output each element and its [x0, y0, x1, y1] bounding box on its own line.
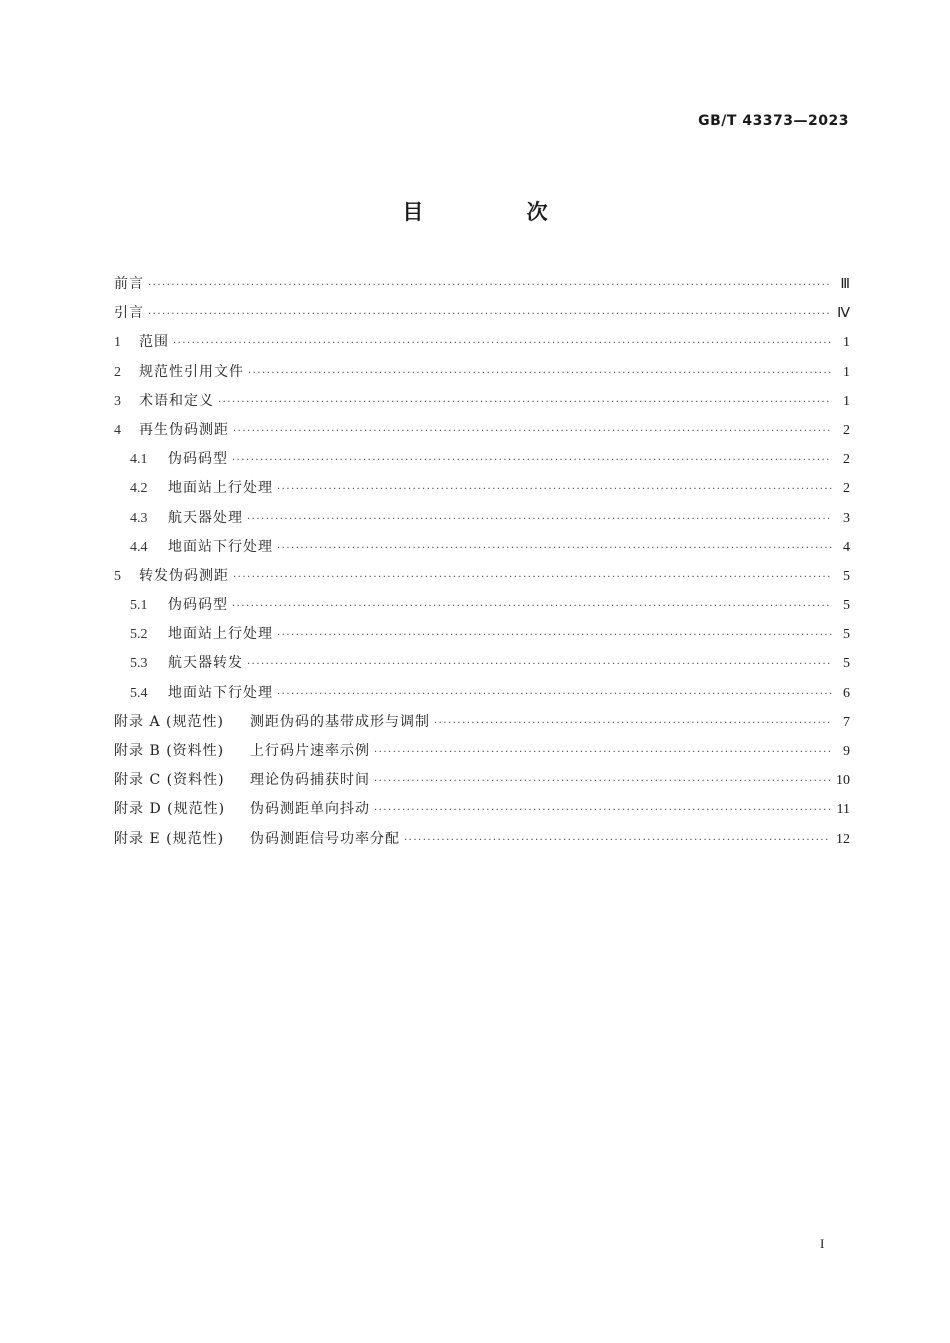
- toc-entry-number: 5.1: [130, 598, 148, 614]
- toc-dot-leader: [404, 826, 830, 855]
- toc-entry-label: 地面站上行处理: [168, 480, 273, 497]
- toc-entry[interactable]: [114, 649, 850, 678]
- standard-code: GB/T 43373—2023: [698, 113, 849, 129]
- toc-appendix-label: 附录 C (资料性): [114, 772, 225, 789]
- toc-entry[interactable]: [114, 504, 850, 533]
- toc-entry-number: 1: [114, 335, 121, 351]
- toc-entry-number: 5.4: [130, 685, 148, 701]
- toc-page-number: 3: [843, 510, 850, 526]
- toc-entry[interactable]: [114, 562, 850, 591]
- toc-page-number: 5: [843, 627, 850, 643]
- toc-entry-number: 4.3: [130, 510, 148, 526]
- toc-page-number: 2: [843, 452, 850, 468]
- toc-entry[interactable]: [114, 416, 850, 445]
- toc-title: 目 次: [402, 200, 596, 224]
- toc-entry[interactable]: [114, 825, 850, 854]
- toc-dot-leader: [218, 388, 832, 417]
- toc-entry-label: 再生伪码测距: [139, 421, 229, 438]
- toc-entry[interactable]: [114, 620, 850, 649]
- toc-entry-label: 地面站下行处理: [168, 538, 273, 555]
- toc-dot-leader: [232, 592, 832, 621]
- toc-entry[interactable]: [114, 445, 850, 474]
- toc-dot-leader: [232, 446, 832, 475]
- toc-entry[interactable]: [114, 270, 850, 299]
- toc-entry[interactable]: [114, 387, 850, 416]
- toc-page-number: Ⅳ: [837, 306, 850, 322]
- toc-entry-number: 5.2: [130, 627, 148, 643]
- toc-page-number: Ⅲ: [840, 277, 850, 292]
- toc-entry-number: 4: [114, 422, 121, 438]
- toc-entry-number: 4.2: [130, 481, 148, 497]
- toc-page-number: 12: [836, 831, 850, 847]
- toc-dot-leader: [374, 767, 830, 796]
- toc-entry-label: 地面站下行处理: [168, 684, 273, 701]
- toc-dot-leader: [374, 796, 831, 825]
- toc-entry-label: 测距伪码的基带成形与调制: [250, 713, 430, 730]
- toc-page-number: 5: [843, 598, 850, 614]
- toc-page-number: 4: [843, 539, 850, 555]
- toc-appendix-label: 附录 D (规范性): [114, 801, 226, 818]
- toc-entry-label: 转发伪码测距: [139, 567, 229, 584]
- toc-dot-leader: [277, 680, 832, 709]
- toc-entry[interactable]: [114, 358, 850, 387]
- toc-entry-label: 范围: [139, 334, 169, 351]
- toc-dot-leader: [148, 271, 832, 300]
- toc-entry[interactable]: [114, 591, 850, 620]
- toc-entry-label: 规范性引用文件: [139, 363, 244, 380]
- table-of-contents: [114, 270, 850, 854]
- toc-dot-leader: [247, 650, 832, 679]
- toc-dot-leader: [173, 329, 832, 358]
- toc-entry[interactable]: [114, 328, 850, 357]
- page-folio: I: [820, 1236, 825, 1251]
- toc-entry-number: 4.1: [130, 452, 148, 468]
- toc-page-number: 2: [843, 481, 850, 497]
- toc-appendix-label: 附录 B (资料性): [114, 743, 225, 759]
- toc-entry-label: 术语和定义: [139, 392, 214, 409]
- toc-entry-label: 航天器转发: [168, 655, 243, 672]
- toc-page-number: 7: [843, 714, 850, 730]
- toc-appendix-label: 附录 A (规范性): [114, 713, 224, 730]
- toc-entry-number: 5.3: [130, 656, 148, 672]
- toc-entry[interactable]: [114, 299, 850, 328]
- toc-entry-label: 引言: [114, 305, 144, 322]
- toc-entry[interactable]: [114, 737, 850, 766]
- toc-entry-label: 理论伪码捕获时间: [250, 772, 370, 789]
- toc-entry[interactable]: [114, 679, 850, 708]
- toc-entry[interactable]: [114, 766, 850, 795]
- toc-page-number: 6: [843, 685, 850, 701]
- toc-entry[interactable]: [114, 533, 850, 562]
- toc-entry[interactable]: [114, 795, 850, 824]
- toc-entry-number: 3: [114, 393, 121, 409]
- toc-appendix-label: 附录 E (规范性): [114, 830, 225, 847]
- toc-dot-leader: [248, 359, 832, 388]
- toc-dot-leader: [434, 709, 832, 738]
- toc-dot-leader: [277, 534, 832, 563]
- toc-page-number: 11: [836, 802, 850, 818]
- toc-entry-label: 前言: [114, 276, 144, 292]
- toc-entry-label: 伪码测距单向抖动: [250, 801, 370, 818]
- toc-page-number: 1: [843, 393, 850, 409]
- toc-dot-leader: [374, 738, 832, 767]
- toc-entry-number: 5: [114, 568, 121, 584]
- toc-page-number: 5: [843, 656, 850, 672]
- toc-entry-number: 2: [114, 364, 121, 380]
- toc-page-number: 5: [843, 568, 850, 584]
- toc-entry-number: 4.4: [130, 539, 148, 555]
- toc-dot-leader: [277, 475, 832, 504]
- toc-page-number: 1: [843, 335, 850, 351]
- toc-page-number: 10: [836, 773, 850, 789]
- toc-entry-label: 伪码码型: [168, 451, 228, 468]
- toc-page-number: 1: [843, 364, 850, 380]
- toc-page-number: 9: [843, 744, 850, 759]
- toc-page-number: 2: [843, 422, 850, 438]
- toc-entry-label: 伪码测距信号功率分配: [250, 830, 400, 847]
- toc-dot-leader: [247, 505, 832, 534]
- toc-entry[interactable]: [114, 474, 850, 503]
- toc-entry-label: 地面站上行处理: [168, 626, 273, 643]
- toc-dot-leader: [277, 621, 832, 650]
- toc-dot-leader: [148, 300, 831, 329]
- toc-entry-label: 航天器处理: [168, 509, 243, 526]
- toc-entry[interactable]: [114, 708, 850, 737]
- toc-entry-label: 上行码片速率示例: [250, 743, 370, 759]
- toc-dot-leader: [233, 563, 832, 592]
- toc-entry-label: 伪码码型: [168, 597, 228, 614]
- toc-dot-leader: [233, 417, 832, 446]
